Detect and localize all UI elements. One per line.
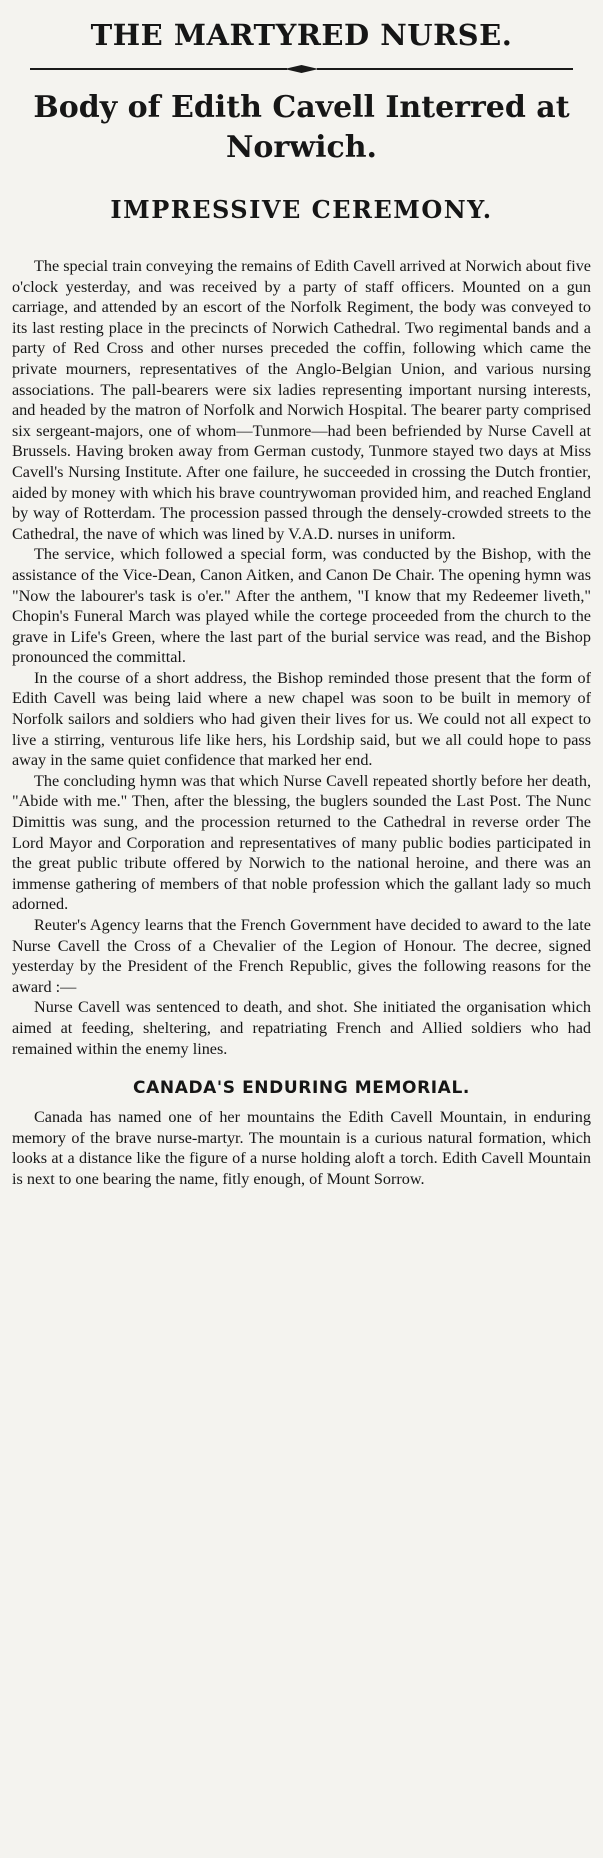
subheadline: Body of Edith Cavell Interred at Norwich. [33, 90, 570, 165]
paragraph-citation: Nurse Cavell was sentenced to death, and shot. She initiated the organisation which aimed at feeding, sheltering, and repatriating French and Allied soldiers who had remained within the enemy lines. [12, 998, 591, 1058]
article-body [12, 256, 591, 1059]
paragraph-legion-of-honour: Reuter's Agency learns that the French Government have decided to award to the late Nurse Cavell the Cross of a Chevalier of the Legion of Honour. The decree, signed yesterday by the President of the French Republic, gives the following reasons for the award :— [12, 916, 591, 996]
memorial-heading: CANADA'S ENDURING MEMORIAL. [133, 1078, 470, 1099]
paragraph-address: In the course of a short address, the Bishop reminded those present that the form of Edith Cavell was being laid where a new chapel was soon to be built in memory of Norfolk sailors and soldiers who had given their lives for us. We could not all expect to live a stirring, venturous life like hers, his Lordship said, but we all could hope to pass away in the same quiet confidence that marked her end. [12, 668, 591, 770]
diamond-ornament-icon [285, 65, 319, 73]
rule-line-right [317, 68, 574, 70]
ornamental-rule [30, 64, 573, 74]
crosshead: IMPRESSIVE CEREMONY. [110, 195, 493, 224]
paragraph-service: The service, which followed a special form, was conducted by the Bishop, with the assistance of the Vice-Dean, Canon Aitken, and Canon De Chair. The opening hymn was "Now the labourer's task is o'er." After the anthem, "I know that my Redeemer liveth," Chopin's Funeral March was played while the cortege proceeded from the church to the grave in Life's Green, where the last part of the burial service was read, and the Bishop pronounced the committal. [12, 545, 591, 667]
paragraph-arrival: The special train conveying the remains of Edith Cavell arrived at Norwich about five o'clock yesterday, and was received by a party of staff officers. Mounted on a gun carriage, and attended by an escort of the Norfolk Regiment, the body was conveyed to its last resting place in the precincts of Norwich Cathedral. Two regimental bands and a party of Red Cross and other nurses preceded the coffin, following which came the private mourners, representatives of the Anglo-Belgian Union, and various nursing associations. The pall-bearers were six ladies representing important nursing interests, and headed by the matron of Norfolk and Norwich Hospital. The bearer party comprised six sergeant-majors, one of whom—Tunmore—had been befriended by Nurse Cavell at Brussels. Having broken away from German custody, Tunmore stayed two days at Miss Cavell's Nursing Institute. After one failure, he succeeded in crossing the Dutch frontier, aided by money with which his brave countrywoman provided him, and reached England by way of Rotterdam. The procession passed through the densely-crowded streets to the Cathedral, the nave of which was lined by V.A.D. nurses in uniform. [12, 257, 591, 543]
rule-line-left [30, 68, 287, 70]
headline: THE MARTYRED NURSE. [90, 18, 513, 52]
paragraph-hymn: The concluding hymn was that which Nurse Cavell repeated shortly before her death, "Abide with me." Then, after the blessing, the buglers sounded the Last Post. The Nunc Dimittis was sung, and the procession returned to the Cathedral in reverse order The Lord Mayor and Corporation and representatives of many public bodies participated in the great public tribute offered by Norwich to the national heroine, and there was an immense gathering of members of that noble profession which the gallant lady so much adorned. [12, 771, 591, 914]
paragraph-memorial: Canada has named one of her mountains the Edith Cavell Mountain, in enduring memory of the brave nurse-martyr. The mountain is a curious natural formation, which looks at a distance like the figure of a nurse holding aloft a torch. Edith Cavell Mountain is next to one bearing the name, fitly enough, of Mount Sorrow. [12, 1108, 591, 1188]
